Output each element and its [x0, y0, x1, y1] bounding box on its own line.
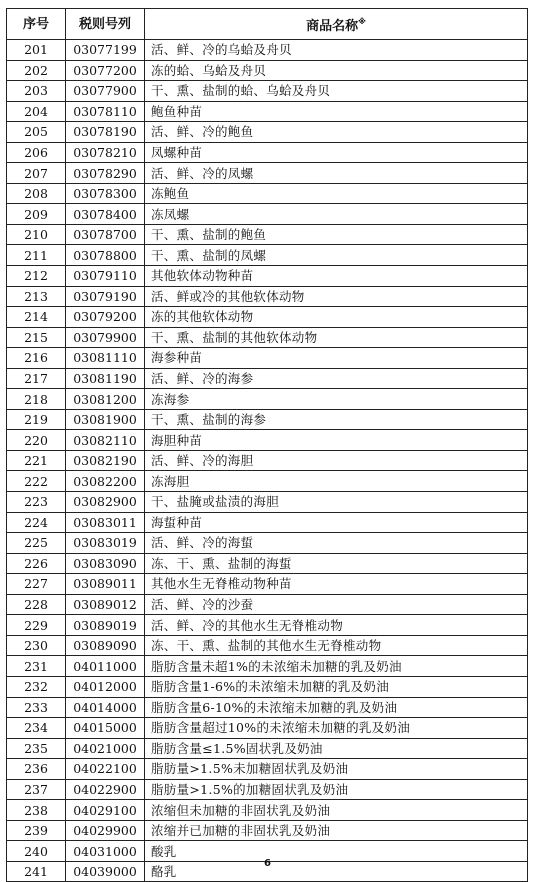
table-row [7, 122, 528, 143]
header-name [145, 9, 528, 40]
row-seq: 235 [7, 738, 66, 759]
row-name: 其他软体动物种苗 [145, 266, 528, 287]
row-name: 活、鲜或冷的其他软体动物 [145, 286, 528, 307]
row-name: 脂肪含量超过10%的未浓缩未加糖的乳及奶油 [145, 718, 528, 739]
row-seq: 225 [7, 533, 66, 554]
row-name: 脂肪量>1.5%的加糖固状乳及奶油 [145, 779, 528, 800]
row-name: 海蜇种苗 [145, 512, 528, 533]
header-seq: 序号 [7, 9, 66, 40]
row-seq: 201 [7, 40, 66, 61]
row-seq: 203 [7, 81, 66, 102]
row-code: 03077900 [66, 81, 145, 102]
table-row [7, 615, 528, 636]
row-name: 脂肪含量1-6%的未浓缩未加糖的乳及奶油 [145, 676, 528, 697]
row-seq: 222 [7, 471, 66, 492]
table-row [7, 471, 528, 492]
row-seq: 223 [7, 492, 66, 513]
table-row [7, 409, 528, 430]
table-row [7, 142, 528, 163]
row-code: 04029100 [66, 800, 145, 821]
row-name: 浓缩但未加糖的非固状乳及奶油 [145, 800, 528, 821]
row-seq: 229 [7, 615, 66, 636]
row-name: 活、鲜、冷的其他水生无脊椎动物 [145, 615, 528, 636]
row-code: 03081190 [66, 368, 145, 389]
row-code: 03082110 [66, 430, 145, 451]
row-seq: 237 [7, 779, 66, 800]
row-code: 04022900 [66, 779, 145, 800]
row-seq: 207 [7, 163, 66, 184]
row-name: 浓缩并已加糖的非固状乳及奶油 [145, 820, 528, 841]
table-row [7, 512, 528, 533]
row-name: 干、熏、盐制的蛤、乌蛤及舟贝 [145, 81, 528, 102]
row-name: 干、熏、盐制的海参 [145, 409, 528, 430]
table-row [7, 738, 528, 759]
table-row [7, 348, 528, 369]
row-name: 鲍鱼种苗 [145, 101, 528, 122]
row-name: 冻、干、熏、盐制的其他水生无脊椎动物 [145, 635, 528, 656]
table-row [7, 389, 528, 410]
row-name: 酸乳 [145, 841, 528, 862]
row-name: 脂肪含量≤1.5%固状乳及奶油 [145, 738, 528, 759]
row-seq: 220 [7, 430, 66, 451]
row-name: 凤螺种苗 [145, 142, 528, 163]
table-row [7, 759, 528, 780]
row-name: 其他水生无脊椎动物种苗 [145, 574, 528, 595]
row-code: 03079900 [66, 327, 145, 348]
table-row [7, 101, 528, 122]
row-code: 04039000 [66, 861, 145, 882]
table-body [7, 40, 528, 882]
table-row [7, 163, 528, 184]
table-row [7, 553, 528, 574]
row-name: 脂肪含量未超1%的未浓缩未加糖的乳及奶油 [145, 656, 528, 677]
row-name: 活、鲜、冷的鲍鱼 [145, 122, 528, 143]
row-name: 干、熏、盐制的其他软体动物 [145, 327, 528, 348]
table-row [7, 60, 528, 81]
header-code: 税则号列 [66, 9, 145, 40]
row-code: 04011000 [66, 656, 145, 677]
table-row [7, 204, 528, 225]
row-code: 03089012 [66, 594, 145, 615]
table-row [7, 635, 528, 656]
row-code: 03079110 [66, 266, 145, 287]
row-name: 冻鲍鱼 [145, 183, 528, 204]
row-code: 03082190 [66, 450, 145, 471]
row-seq: 234 [7, 718, 66, 739]
row-name: 脂肪量>1.5%未加糖固状乳及奶油 [145, 759, 528, 780]
table-header-row [7, 9, 528, 40]
row-name: 活、鲜、冷的乌蛤及舟贝 [145, 40, 528, 61]
row-code: 03082200 [66, 471, 145, 492]
row-seq: 240 [7, 841, 66, 862]
row-seq: 217 [7, 368, 66, 389]
row-code: 04015000 [66, 718, 145, 739]
row-code: 03078700 [66, 224, 145, 245]
row-name: 冻、干、熏、盐制的海蜇 [145, 553, 528, 574]
table-row [7, 224, 528, 245]
row-code: 03078190 [66, 122, 145, 143]
table-row [7, 676, 528, 697]
row-name: 活、鲜、冷的海参 [145, 368, 528, 389]
row-seq: 241 [7, 861, 66, 882]
tariff-table [6, 8, 528, 882]
row-code: 03078300 [66, 183, 145, 204]
table-row [7, 81, 528, 102]
row-name: 干、盐腌或盐渍的海胆 [145, 492, 528, 513]
table-row [7, 266, 528, 287]
table-row [7, 245, 528, 266]
row-seq: 215 [7, 327, 66, 348]
row-code: 04031000 [66, 841, 145, 862]
row-code: 03083019 [66, 533, 145, 554]
row-seq: 206 [7, 142, 66, 163]
row-code: 03077199 [66, 40, 145, 61]
row-seq: 232 [7, 676, 66, 697]
table-row [7, 800, 528, 821]
table-row [7, 718, 528, 739]
row-name: 冻海参 [145, 389, 528, 410]
table-row [7, 820, 528, 841]
row-seq: 213 [7, 286, 66, 307]
table-row [7, 574, 528, 595]
row-name: 活、鲜、冷的凤螺 [145, 163, 528, 184]
row-code: 03079190 [66, 286, 145, 307]
row-seq: 227 [7, 574, 66, 595]
table-row [7, 286, 528, 307]
table-row [7, 327, 528, 348]
table-row [7, 183, 528, 204]
table-row [7, 430, 528, 451]
row-name: 活、鲜、冷的海蜇 [145, 533, 528, 554]
tariff-table-container [6, 8, 527, 882]
page-number: 6 [264, 858, 271, 869]
table-row [7, 533, 528, 554]
row-name: 干、熏、盐制的凤螺 [145, 245, 528, 266]
row-seq: 238 [7, 800, 66, 821]
table-row [7, 368, 528, 389]
row-code: 03077200 [66, 60, 145, 81]
row-code: 04014000 [66, 697, 145, 718]
row-seq: 221 [7, 450, 66, 471]
row-code: 03082900 [66, 492, 145, 513]
row-seq: 204 [7, 101, 66, 122]
row-seq: 208 [7, 183, 66, 204]
table-row [7, 779, 528, 800]
row-name: 活、鲜、冷的海胆 [145, 450, 528, 471]
row-code: 03078800 [66, 245, 145, 266]
row-seq: 216 [7, 348, 66, 369]
row-name: 酪乳 [145, 861, 528, 882]
row-code: 03078400 [66, 204, 145, 225]
table-row [7, 697, 528, 718]
row-name: 冻的其他软体动物 [145, 307, 528, 328]
row-code: 04021000 [66, 738, 145, 759]
row-name: 干、熏、盐制的鲍鱼 [145, 224, 528, 245]
row-code: 03078110 [66, 101, 145, 122]
row-code: 03089011 [66, 574, 145, 595]
row-code: 03089019 [66, 615, 145, 636]
row-name: 海胆种苗 [145, 430, 528, 451]
table-row [7, 492, 528, 513]
row-name: 冻的蛤、乌蛤及舟贝 [145, 60, 528, 81]
row-code: 03083011 [66, 512, 145, 533]
row-seq: 231 [7, 656, 66, 677]
row-name: 冻凤螺 [145, 204, 528, 225]
table-row [7, 40, 528, 61]
row-seq: 211 [7, 245, 66, 266]
row-seq: 218 [7, 389, 66, 410]
row-seq: 209 [7, 204, 66, 225]
table-row [7, 656, 528, 677]
table-row [7, 307, 528, 328]
row-name: 海参种苗 [145, 348, 528, 369]
row-code: 04012000 [66, 676, 145, 697]
row-code: 03078210 [66, 142, 145, 163]
row-seq: 210 [7, 224, 66, 245]
row-name: 冻海胆 [145, 471, 528, 492]
row-code: 04029900 [66, 820, 145, 841]
row-seq: 239 [7, 820, 66, 841]
row-seq: 212 [7, 266, 66, 287]
row-seq: 236 [7, 759, 66, 780]
row-seq: 219 [7, 409, 66, 430]
row-code: 03083090 [66, 553, 145, 574]
row-seq: 214 [7, 307, 66, 328]
row-code: 03081900 [66, 409, 145, 430]
row-seq: 233 [7, 697, 66, 718]
row-code: 03089090 [66, 635, 145, 656]
header-name-mark: ※ [358, 17, 366, 26]
row-code: 03079200 [66, 307, 145, 328]
row-seq: 202 [7, 60, 66, 81]
row-code: 03081200 [66, 389, 145, 410]
row-code: 03078290 [66, 163, 145, 184]
row-seq: 226 [7, 553, 66, 574]
row-code: 03081110 [66, 348, 145, 369]
table-row [7, 594, 528, 615]
row-seq: 230 [7, 635, 66, 656]
row-seq: 205 [7, 122, 66, 143]
row-name: 活、鲜、冷的沙蚕 [145, 594, 528, 615]
row-code: 04022100 [66, 759, 145, 780]
row-seq: 228 [7, 594, 66, 615]
row-seq: 224 [7, 512, 66, 533]
table-row [7, 450, 528, 471]
header-name-text: 商品名称 [306, 19, 359, 34]
row-name: 脂肪含量6-10%的未浓缩未加糖的乳及奶油 [145, 697, 528, 718]
